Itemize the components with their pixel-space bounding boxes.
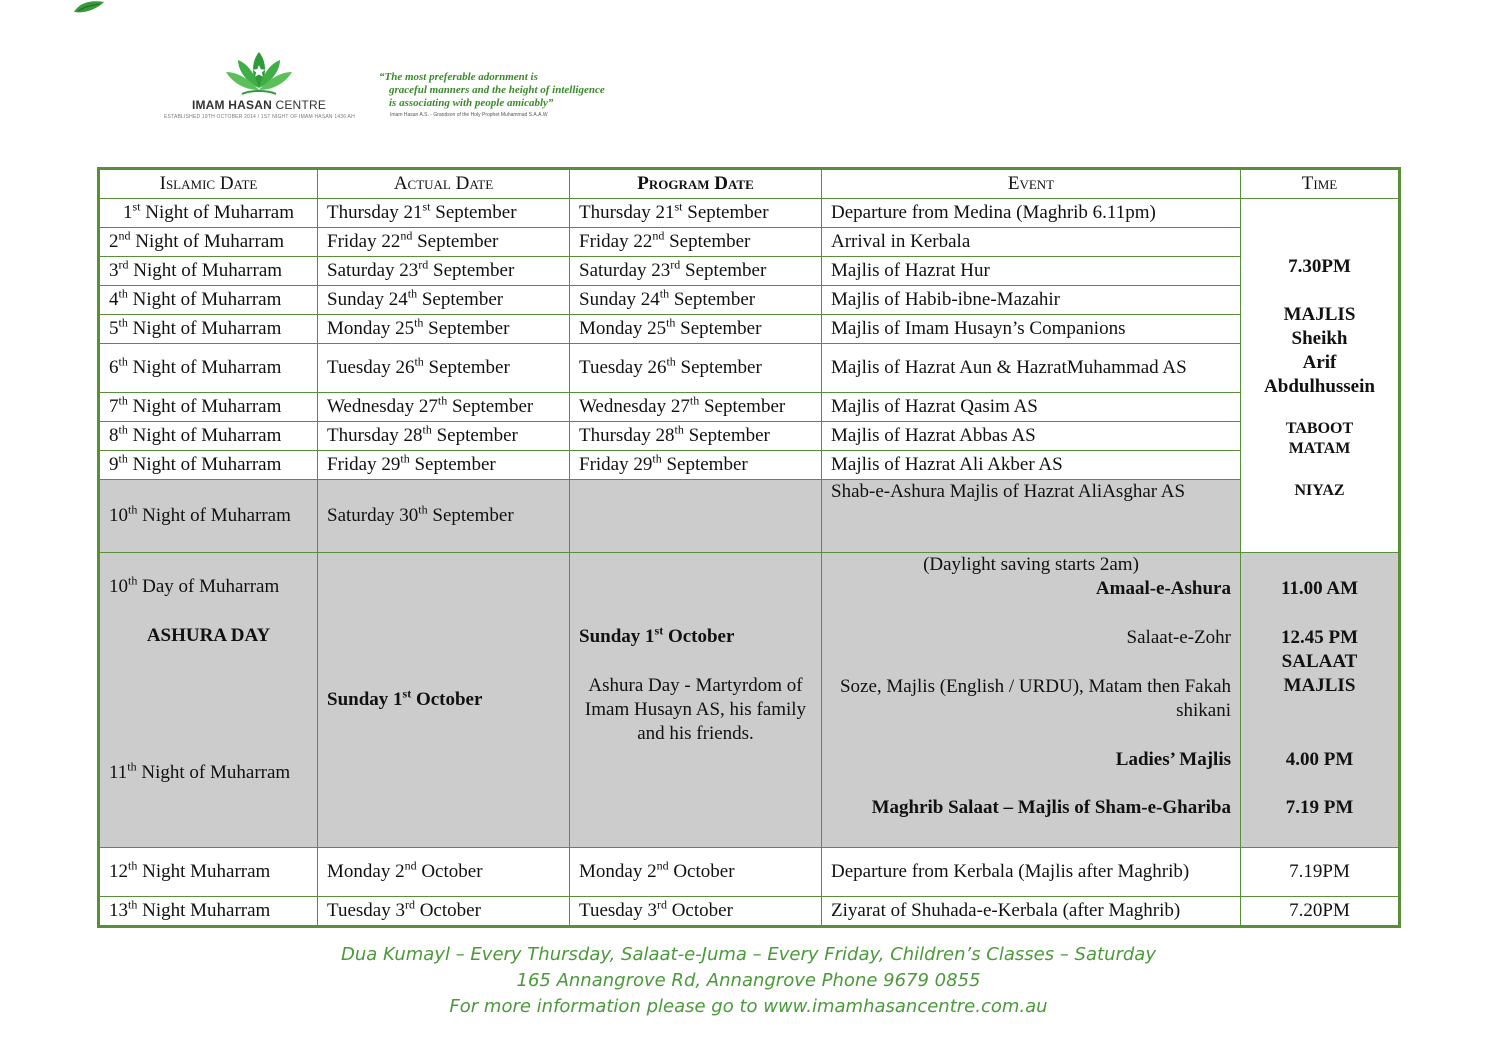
- islamic-num: 7: [109, 396, 119, 417]
- time-matam: MATAM: [1288, 440, 1351, 457]
- islamic-date-cell: [99, 848, 318, 897]
- prog-sup: th: [689, 393, 700, 408]
- program-date-cell: [570, 228, 822, 257]
- actual-rest: October: [414, 900, 481, 921]
- actual-rest: September: [417, 289, 504, 310]
- actual-sup: th: [400, 451, 410, 466]
- program-date-cell: [570, 257, 822, 286]
- ashura-actual-sup: st: [402, 686, 412, 701]
- islamic-date-cell: [99, 228, 318, 257]
- actual-rest: September: [427, 505, 514, 526]
- table-row-10th-night: [99, 480, 1400, 553]
- islamic-text: Night of Muharram: [127, 289, 282, 310]
- time-arif: Arif: [1302, 352, 1337, 373]
- actual-sup: rd: [404, 897, 415, 912]
- table-row: [99, 344, 1400, 393]
- actual-date-cell: [318, 848, 570, 897]
- actual-sup: th: [414, 354, 424, 369]
- table-row: [99, 848, 1400, 897]
- ashura-day-rest: Day of Muharram: [137, 576, 280, 597]
- event-cell: Departure from Medina (Maghrib 6.11pm): [822, 199, 1241, 228]
- table-row: [99, 897, 1400, 927]
- ashura-night-sup: th: [127, 759, 137, 774]
- actual-rest: September: [447, 396, 534, 417]
- footer-weekly-programs: Dua Kumayl – Every Thursday, Salaat-e-Juma – Every Friday, Children’s Classes – Saturday: [341, 944, 1156, 965]
- islamic-text: Night of Muharram: [130, 231, 285, 252]
- actual-date-cell: [318, 315, 570, 344]
- prog-sup: th: [652, 451, 662, 466]
- prog-day: Tuesday 26: [579, 357, 667, 378]
- islamic-sup: th: [118, 393, 128, 408]
- islamic-date-cell: [99, 315, 318, 344]
- program-date-cell: [570, 199, 822, 228]
- prog-rest: September: [683, 425, 770, 446]
- ashura-prog-sup: st: [654, 623, 664, 638]
- islamic-sup: th: [118, 286, 128, 301]
- time-zohr: 12.45 PM: [1280, 627, 1359, 648]
- prog-rest: October: [668, 861, 735, 882]
- actual-rest: September: [412, 231, 499, 252]
- prog-sup: th: [659, 286, 670, 301]
- header-program-date: Program Date: [570, 169, 822, 199]
- event-cell: Shab-e-Ashura Majlis of Hazrat AliAsghar AS: [822, 480, 1241, 553]
- prog-rest: September: [682, 202, 769, 223]
- islamic-sup: nd: [118, 228, 131, 243]
- islamic-sup: th: [118, 315, 128, 330]
- prog-day: Tuesday 3: [579, 900, 657, 921]
- actual-date-cell: [318, 344, 570, 393]
- actual-day: Wednesday 27: [327, 396, 438, 417]
- centre-logo: [164, 50, 354, 122]
- actual-sup: th: [414, 315, 424, 330]
- islamic-num: 2: [109, 231, 119, 252]
- prog-rest: September: [680, 260, 767, 281]
- ashura-prog-rest: October: [663, 626, 735, 647]
- ashura-day-num: 10: [109, 576, 128, 597]
- islamic-date-cell: [99, 897, 318, 927]
- prog-day: Monday 25: [579, 318, 667, 339]
- program-date-cell: [570, 344, 822, 393]
- islamic-text: Night of Muharram: [127, 357, 282, 378]
- program-date-cell: [570, 451, 822, 480]
- event-ladies-majlis: Ladies’ Majlis: [1115, 749, 1231, 770]
- islamic-date-cell: [99, 344, 318, 393]
- event-soze-majlis: Soze, Majlis (English / URDU), Matam then Fakah shikani: [839, 676, 1231, 721]
- actual-rest: October: [416, 861, 483, 882]
- islamic-text: Night Muharram: [137, 900, 271, 921]
- islamic-sup: th: [118, 451, 128, 466]
- actual-rest: September: [430, 202, 517, 223]
- actual-date-cell: [318, 422, 570, 451]
- actual-day: Thursday 21: [327, 202, 423, 223]
- islamic-sup: th: [118, 354, 128, 369]
- program-date-cell: [570, 897, 822, 927]
- event-maghrib-salaat: Maghrib Salaat – Majlis of Sham-e-Ghariba: [871, 797, 1231, 818]
- event-salaat-zohr: Salaat-e-Zohr: [1126, 627, 1231, 648]
- ashura-prog-day: Sunday 1: [579, 626, 655, 647]
- event-cell: Ziyarat of Shuhada-e-Kerbala (after Maghrib): [822, 897, 1241, 927]
- logo-name: [164, 98, 354, 112]
- quote-attribution: Imam Hasan A.S. - Grandson of the Holy Prophet Muhammad S.A.A.W: [390, 112, 548, 118]
- islamic-sup: th: [128, 502, 138, 517]
- time-majlis-label: MAJLIS: [1283, 675, 1356, 696]
- actual-day: Saturday 30: [327, 505, 419, 526]
- islamic-text: Night of Muharram: [137, 505, 291, 526]
- table-row: [99, 257, 1400, 286]
- prog-rest: September: [669, 289, 756, 310]
- islamic-date-cell: [99, 393, 318, 422]
- ashura-event-cell: [822, 553, 1241, 848]
- prog-rest: September: [661, 454, 748, 475]
- program-date-cell: [570, 848, 822, 897]
- ashura-night-rest: Night of Muharram: [136, 762, 291, 783]
- lotus-logo-icon: [224, 50, 294, 96]
- ashura-program-date-cell: [570, 553, 822, 848]
- time-niyaz: NIYAZ: [1294, 482, 1345, 499]
- table-row-ashura: [99, 553, 1400, 848]
- ashura-day-label: ASHURA DAY: [146, 625, 271, 646]
- actual-rest: September: [409, 454, 496, 475]
- islamic-text: Night of Muharram: [127, 396, 282, 417]
- actual-date-cell: [318, 451, 570, 480]
- islamic-sup: th: [128, 858, 138, 873]
- prog-rest: September: [699, 396, 786, 417]
- prog-sup: th: [666, 315, 676, 330]
- ashura-day-of-muharram: [109, 575, 308, 599]
- islamic-date-cell: [99, 199, 318, 228]
- prog-day: Sunday 24: [579, 289, 660, 310]
- prog-sup: st: [674, 199, 683, 214]
- islamic-num: 10: [109, 505, 128, 526]
- islamic-date-cell: [99, 451, 318, 480]
- event-cell: Departure from Kerbala (Majlis after Maghrib): [822, 848, 1241, 897]
- islamic-text: Night of Muharram: [127, 454, 282, 475]
- islamic-date-cell: [99, 480, 318, 553]
- ashura-actual-date-cell: [318, 553, 570, 848]
- time-main: 7.30PM: [1288, 256, 1351, 277]
- program-date-cell: [570, 315, 822, 344]
- ashura-11th-night: [109, 761, 308, 785]
- actual-sup: th: [422, 422, 432, 437]
- event-cell: Majlis of Hazrat Abbas AS: [822, 422, 1241, 451]
- quote: [379, 71, 659, 110]
- event-cell: Majlis of Habib-ibne-Mazahir: [822, 286, 1241, 315]
- header-row: [99, 169, 1400, 199]
- quote-line-1: “The most preferable adornment is: [379, 71, 538, 83]
- prog-day: Wednesday 27: [579, 396, 690, 417]
- prog-day: Friday 29: [579, 454, 653, 475]
- table-row: [99, 315, 1400, 344]
- event-cell: Majlis of Imam Husayn’s Companions: [822, 315, 1241, 344]
- prog-rest: September: [675, 318, 762, 339]
- prog-day: Thursday 28: [579, 425, 675, 446]
- prog-rest: September: [664, 231, 751, 252]
- actual-date-cell: [318, 480, 570, 553]
- prog-sup: rd: [670, 257, 681, 272]
- actual-day: Sunday 24: [327, 289, 408, 310]
- actual-rest: September: [428, 260, 515, 281]
- time-amaal: 11.00 AM: [1280, 578, 1359, 599]
- header-islamic-date: Islamic Date: [99, 169, 318, 199]
- actual-day: Monday 25: [327, 318, 415, 339]
- islamic-sup: rd: [118, 257, 129, 272]
- islamic-date-cell: [99, 286, 318, 315]
- corner-leaf-icon: [72, 0, 106, 14]
- actual-date-cell: [318, 897, 570, 927]
- actual-date-cell: [318, 228, 570, 257]
- quote-line-3: is associating with people amicably”: [389, 97, 554, 109]
- islamic-num: 13: [109, 900, 128, 921]
- header-time: Time: [1241, 169, 1400, 199]
- event-cell: Majlis of Hazrat Ali Akber AS: [822, 451, 1241, 480]
- footer-website: For more information please go to www.imamhasancentre.com.au: [449, 996, 1048, 1017]
- table-row: [99, 199, 1400, 228]
- table-row: [99, 228, 1400, 257]
- prog-sup: rd: [656, 897, 667, 912]
- ashura-actual-rest: October: [411, 689, 483, 710]
- actual-sup: th: [437, 393, 448, 408]
- ashura-time-cell: [1241, 553, 1400, 848]
- program-date-cell: [570, 393, 822, 422]
- time-ladies: 4.00 PM: [1285, 749, 1354, 770]
- table-row: [99, 286, 1400, 315]
- time-taboot: TABOOT: [1285, 420, 1354, 437]
- quote-line-2: graceful manners and the height of intelligence: [389, 84, 605, 96]
- event-amaal: Amaal-e-Ashura: [1095, 578, 1231, 599]
- ashura-day-sup: th: [128, 573, 138, 588]
- event-cell: Arrival in Kerbala: [822, 228, 1241, 257]
- time-salaat-label: SALAAT: [1281, 651, 1358, 672]
- islamic-num: 5: [109, 318, 119, 339]
- time-maghrib: 7.19 PM: [1285, 797, 1354, 818]
- logo-name-light: CENTRE: [271, 98, 327, 112]
- islamic-text: Night of Muharram: [128, 260, 283, 281]
- islamic-text: Night of Muharram: [140, 202, 295, 223]
- schedule-table: [97, 167, 1401, 928]
- actual-day: Tuesday 26: [327, 357, 415, 378]
- islamic-num: 3: [109, 260, 119, 281]
- table-row: [99, 451, 1400, 480]
- time-block-cell: [1241, 199, 1400, 553]
- program-date-cell: [570, 422, 822, 451]
- islamic-sup: st: [132, 199, 141, 214]
- prog-day: Friday 22: [579, 231, 653, 252]
- actual-day: Thursday 28: [327, 425, 423, 446]
- prog-day: Monday 2: [579, 861, 657, 882]
- islamic-num: 6: [109, 357, 119, 378]
- event-cell: Majlis of Hazrat Aun & HazratMuhammad AS: [822, 344, 1241, 393]
- header-actual-date: Actual Date: [318, 169, 570, 199]
- footer-address: 165 Annangrove Rd, Annangrove Phone 9679 0855: [516, 970, 981, 991]
- table-row: [99, 393, 1400, 422]
- islamic-text: Night Muharram: [137, 861, 271, 882]
- prog-sup: th: [674, 422, 684, 437]
- islamic-date-cell: [99, 257, 318, 286]
- actual-date-cell: [318, 286, 570, 315]
- ashura-night-num: 11: [109, 762, 128, 783]
- prog-day: Saturday 23: [579, 260, 671, 281]
- table-row: [99, 422, 1400, 451]
- actual-day: Friday 22: [327, 231, 401, 252]
- islamic-date-cell: [99, 422, 318, 451]
- islamic-num: 8: [109, 425, 119, 446]
- logo-name-bold: IMAM HASAN: [191, 98, 272, 112]
- actual-sup: nd: [404, 858, 417, 873]
- islamic-num: 9: [109, 454, 119, 475]
- actual-sup: st: [422, 199, 431, 214]
- islamic-text: Night of Muharram: [127, 425, 282, 446]
- time-cell: 7.20PM: [1241, 897, 1400, 927]
- actual-rest: September: [423, 318, 510, 339]
- actual-date-cell: [318, 393, 570, 422]
- actual-day: Tuesday 3: [327, 900, 405, 921]
- header-event: Event: [822, 169, 1241, 199]
- actual-date-cell: [318, 257, 570, 286]
- program-date-cell: [570, 286, 822, 315]
- islamic-num: 12: [109, 861, 128, 882]
- daylight-saving-note: (Daylight saving starts 2am): [923, 554, 1139, 575]
- ashura-program-date: [579, 625, 812, 649]
- program-date-cell: [570, 480, 822, 553]
- actual-date-cell: [318, 199, 570, 228]
- logo-established: ESTABLISHED 19TH OCTOBER 2014 / 1ST NIGHT OF IMAM HASAN 1436 AH: [164, 114, 355, 120]
- actual-sup: th: [418, 502, 428, 517]
- actual-rest: September: [431, 425, 518, 446]
- prog-sup: nd: [652, 228, 665, 243]
- actual-sup: nd: [400, 228, 413, 243]
- actual-rest: September: [423, 357, 510, 378]
- actual-sup: th: [407, 286, 418, 301]
- event-cell: Majlis of Hazrat Hur: [822, 257, 1241, 286]
- islamic-text: Night of Muharram: [127, 318, 282, 339]
- prog-rest: September: [675, 357, 762, 378]
- actual-sup: rd: [418, 257, 429, 272]
- event-cell: Majlis of Hazrat Qasim AS: [822, 393, 1241, 422]
- islamic-sup: th: [128, 897, 138, 912]
- prog-day: Thursday 21: [579, 202, 675, 223]
- prog-sup: nd: [656, 858, 669, 873]
- actual-day: Monday 2: [327, 861, 405, 882]
- islamic-sup: th: [118, 422, 128, 437]
- ashura-program-desc: Ashura Day - Martyrdom of Imam Husayn AS, his family and his friends.: [584, 675, 807, 744]
- prog-sup: th: [666, 354, 676, 369]
- ashura-actual-day: Sunday 1: [327, 689, 403, 710]
- islamic-num: 1: [122, 202, 133, 223]
- time-abdul: Abdulhussein: [1264, 376, 1375, 397]
- islamic-num: 4: [109, 289, 119, 310]
- prog-rest: October: [666, 900, 733, 921]
- actual-day: Friday 29: [327, 454, 401, 475]
- time-majlis: MAJLIS: [1283, 304, 1356, 325]
- time-sheikh: Sheikh: [1291, 328, 1348, 349]
- time-cell: 7.19PM: [1241, 848, 1400, 897]
- ashura-islamic-cell: [99, 553, 318, 848]
- actual-day: Saturday 23: [327, 260, 419, 281]
